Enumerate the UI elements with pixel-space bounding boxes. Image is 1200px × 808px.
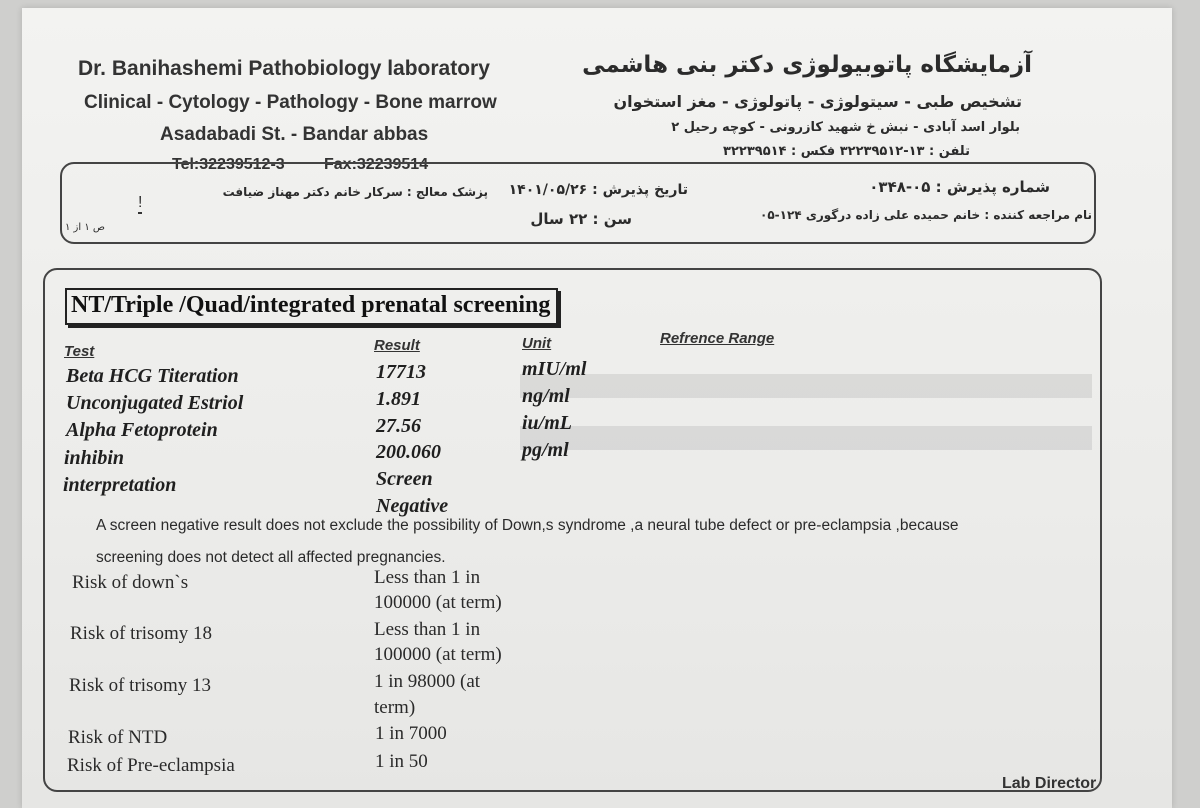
risk-value: 1 in 7000 xyxy=(375,723,447,744)
patient-info-box xyxy=(60,162,1096,244)
risk-value: 1 in 98000 (at xyxy=(374,671,481,692)
tel-en: Tel:32239512-3 xyxy=(172,156,285,173)
header-test: Test xyxy=(64,343,95,360)
interpretation-result: Negative xyxy=(376,495,449,517)
test-result: 17713 xyxy=(376,361,426,383)
page-mark: ! xyxy=(138,194,142,214)
disclaimer-note: screening does not detect all affected pregnancies. xyxy=(96,549,446,566)
row-stripe xyxy=(520,374,1092,398)
test-name: Alpha Fetoprotein xyxy=(66,419,218,441)
patient-name: نام مراجعه کننده : خانم حمیده علی زاده درگوری ۱۲۴-۰۵ xyxy=(760,208,1092,222)
test-result: 200.060 xyxy=(376,441,441,463)
header-reference-range: Refrence Range xyxy=(660,330,775,347)
test-name: Unconjugated Estriol xyxy=(66,392,244,414)
test-name: inhibin xyxy=(64,447,125,469)
header-unit: Unit xyxy=(522,335,552,352)
risk-value: term) xyxy=(374,697,416,718)
address-fa: بلوار اسد آبادی - نبش خ شهید کازرونی - کوچه رحیل ۲ xyxy=(671,120,1020,135)
risk-value: 1 in 50 xyxy=(375,751,428,772)
test-result: 27.56 xyxy=(376,415,421,437)
test-unit: pg/ml xyxy=(522,439,569,461)
risk-label: Risk of NTD xyxy=(68,727,168,748)
risk-label: Risk of Pre-eclampsia xyxy=(67,755,235,776)
risk-label: Risk of down`s xyxy=(72,572,189,593)
patient-age: سن : ۲۲ سال xyxy=(530,210,632,228)
risk-value: Less than 1 in xyxy=(374,567,481,588)
services-fa: تشخیص طبی - سیتولوژی - پاتولوژی - مغز استخوان xyxy=(613,92,1022,111)
admission-number: شماره پذیرش : ۰۵-۰۳۴۸ xyxy=(869,178,1050,196)
disclaimer-note: A screen negative result does not exclude the possibility of Down,s syndrome ,a neural tube defect or pre-eclampsia ,because xyxy=(96,517,959,534)
lab-name-en: Dr. Banihashemi Pathobiology laboratory xyxy=(78,57,490,80)
test-unit: mIU/ml xyxy=(522,358,587,380)
test-name: interpretation xyxy=(63,474,177,496)
services-en: Clinical - Cytology - Pathology - Bone marrow xyxy=(84,92,497,113)
test-name: Beta HCG Titeration xyxy=(66,365,239,387)
risk-label: Risk of trisomy 18 xyxy=(70,623,212,644)
risk-value: 100000 (at term) xyxy=(374,644,502,665)
physician: پزشک معالج : سرکار خانم دکتر مهناز ضیافت xyxy=(222,185,488,199)
test-unit: iu/mL xyxy=(522,412,573,434)
test-result: 1.891 xyxy=(376,388,421,410)
lab-name-fa: آزمایشگاه پاتوبیولوژی دکتر بنی هاشمی xyxy=(582,52,1032,78)
report-title: NT/Triple /Quad/integrated prenatal screening xyxy=(65,288,558,325)
header-result: Result xyxy=(374,337,420,354)
risk-value: 100000 (at term) xyxy=(374,592,502,613)
fax-en: Fax:32239514 xyxy=(324,156,429,173)
lab-director-label: Lab Director xyxy=(1002,775,1097,792)
risk-value: Less than 1 in xyxy=(374,619,481,640)
test-unit: ng/ml xyxy=(522,385,570,407)
risk-label: Risk of trisomy 13 xyxy=(69,675,211,696)
admission-date: تاریخ پذیرش : ۱۴۰۱/۰۵/۲۶ xyxy=(508,182,688,198)
phone-fa: تلفن : ۱۳-۳۲۲۳۹۵۱۲ فکس : ۳۲۲۳۹۵۱۴ xyxy=(723,144,970,159)
row-stripe xyxy=(520,426,1092,450)
interpretation-result: Screen xyxy=(376,468,433,490)
address-en: Asadabadi St. - Bandar abbas xyxy=(160,124,429,145)
page-number: ص ۱ از ۱ xyxy=(65,222,105,233)
